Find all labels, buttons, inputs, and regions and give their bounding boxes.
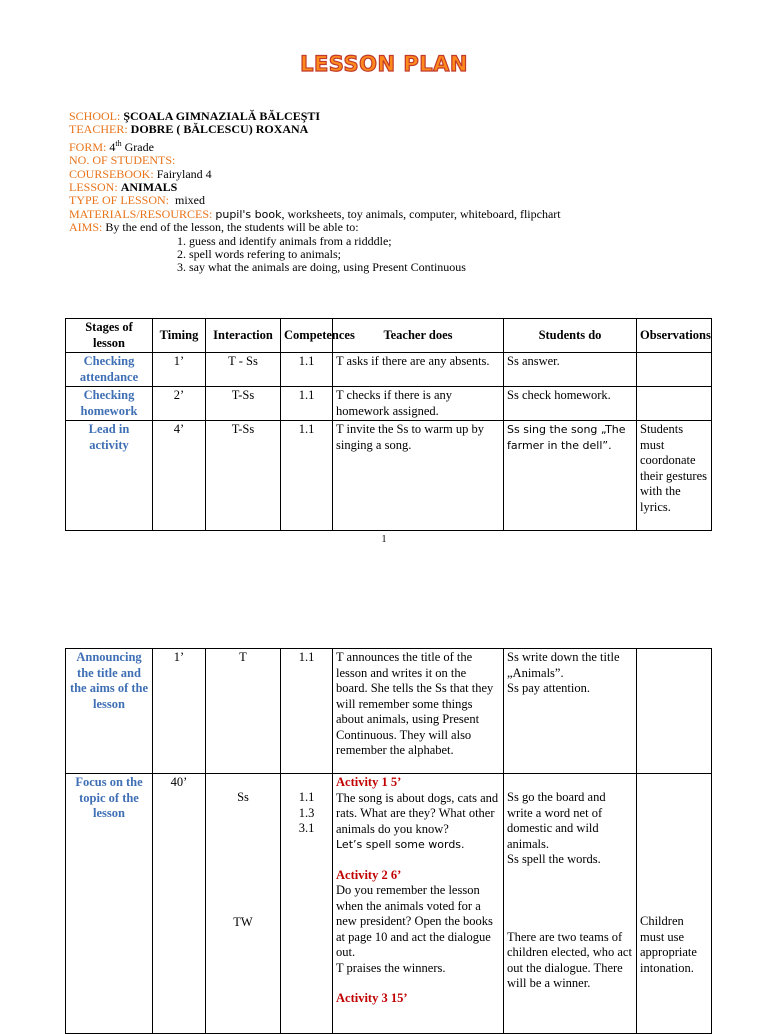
students-cell: Ss sing the song „The farmer in the dell”. <box>504 421 637 531</box>
coursebook-label: COURSEBOOK: <box>69 166 154 181</box>
form-suffix: th <box>115 138 122 148</box>
school-label: SCHOOL: <box>69 109 121 123</box>
coursebook-row <box>69 168 561 181</box>
header-students-do: Students do <box>504 319 637 353</box>
table-row <box>66 421 712 531</box>
activity-1-spell: Let’s spell some words. <box>336 838 465 851</box>
timing-cell: 2’ <box>153 387 206 421</box>
stage-cell: Announcing the title and the aims of the lesson <box>66 649 153 774</box>
lesson-table-2 <box>65 648 712 1034</box>
materials-row <box>69 208 561 221</box>
materials-book: pupil's book <box>215 207 282 221</box>
materials-rest: , worksheets, toy animals, computer, whiteboard, flipchart <box>281 206 561 221</box>
type-label: TYPE OF LESSON: <box>69 193 170 208</box>
table-row <box>66 774 712 1034</box>
stage-cell: Checking homework <box>66 387 153 421</box>
activity-3-title: Activity 3 15’ <box>336 991 408 1005</box>
competence-item: 3.1 <box>298 821 315 835</box>
timing-cell: 4’ <box>153 421 206 531</box>
interaction-cell <box>206 774 281 1034</box>
table-row <box>66 387 712 421</box>
activity-2-title: Activity 2 6’ <box>336 867 402 882</box>
table-row <box>66 353 712 387</box>
teacher-cell: T invite the Ss to warm up by singing a song. <box>333 421 504 531</box>
teacher-value: DOBRE ( BĂLCESCU) ROXANA <box>130 122 309 137</box>
observations-cell <box>637 387 712 421</box>
competences-cell: 1.1 <box>281 421 333 531</box>
header-interaction: Interaction <box>206 319 281 353</box>
header-observations: Observations <box>637 319 712 353</box>
teacher-cell: T announces the title of the lesson and writes it on the board. She tells the Ss that they will remember some things about animals, using Present Continuous. They will also remember the alphabet. <box>333 649 504 774</box>
activity-1-title: Activity 1 5’ <box>336 775 402 789</box>
students-row <box>69 154 561 167</box>
stage-cell: Lead in activity <box>66 421 153 531</box>
lesson-table-1 <box>65 318 712 531</box>
aim-item: 3. say what the animals are doing, using Present Continuous <box>177 260 466 275</box>
header-competences: Competences <box>281 319 333 353</box>
competence-item: 1.1 <box>298 790 315 804</box>
interaction-cell: T-Ss <box>206 387 281 421</box>
type-row <box>69 194 561 207</box>
activity-1-text: The song is about dogs, cats and rats. What are they? What other animals do you know? <box>336 790 499 836</box>
competences-cell: 1.1 <box>281 649 333 774</box>
header-stages: Stages of lesson <box>66 319 153 353</box>
observations-cell <box>637 353 712 387</box>
form-number: 4 <box>109 139 116 154</box>
school-value: ŞCOALA GIMNAZIALĂ BĂLCEŞTI <box>123 109 321 123</box>
header-timing: Timing <box>153 319 206 353</box>
teacher-cell: T checks if there is any homework assigned. <box>333 387 504 421</box>
page-number: 1 <box>381 534 387 545</box>
materials-label: MATERIALS/RESOURCES: <box>69 206 213 221</box>
activity-1-students: Ss go the board and write a word net of domestic and wild animals. <box>507 790 606 851</box>
activity-2-students: There are two teams of children elected, who act out the dialogue. There will be a winner. <box>507 929 632 990</box>
type-value: mixed <box>175 193 206 208</box>
teacher-cell <box>333 774 504 1034</box>
form-grade: Grade <box>121 139 154 154</box>
lesson-row <box>69 181 561 194</box>
aims-intro: By the end of the lesson, the students will be able to: <box>105 220 359 235</box>
competences-cell: 1.1 <box>281 387 333 421</box>
students-cell: Ss check homework. <box>504 387 637 421</box>
form-value <box>109 140 154 154</box>
coursebook-value: Fairyland 4 <box>156 166 212 181</box>
lesson-info <box>69 110 561 275</box>
students-cell <box>504 774 637 1034</box>
aims-list <box>69 235 561 275</box>
teacher-row <box>69 123 561 136</box>
observations-cell <box>637 649 712 774</box>
observations-cell <box>637 774 712 1034</box>
interaction-cell: T-Ss <box>206 421 281 531</box>
competences-cell <box>281 774 333 1034</box>
timing-cell: 40’ <box>153 774 206 1034</box>
students-label: NO. OF STUDENTS: <box>69 153 176 168</box>
teacher-cell: T asks if there are any absents. <box>333 353 504 387</box>
observations-cell: Students must coordonate their gestures with the lyrics. <box>637 421 712 531</box>
students-pay-attention: Ss pay attention. <box>507 681 590 695</box>
page-title: LESSON PLAN <box>300 52 468 76</box>
timing-cell: 1’ <box>153 353 206 387</box>
activity-2-observation: Children must use appropriate intonation. <box>640 914 697 975</box>
teacher-label: TEACHER: <box>69 122 128 137</box>
interaction-tw: TW <box>233 914 253 929</box>
school-row <box>69 110 561 123</box>
interaction-cell: T <box>206 649 281 774</box>
timing-cell: 1’ <box>153 649 206 774</box>
table-header-row <box>66 319 712 353</box>
table-row <box>66 649 712 774</box>
form-label: FORM: <box>69 139 107 154</box>
students-write-title: Ss write down the title „Animals”. <box>507 650 620 680</box>
lesson-label: LESSON: <box>69 180 118 195</box>
aims-label: AIMS: <box>69 220 103 235</box>
header-teacher-does: Teacher does <box>333 319 504 353</box>
competences-cell: 1.1 <box>281 353 333 387</box>
aim-item: 2. spell words refering to animals; <box>177 247 341 262</box>
students-cell: Ss answer. <box>504 353 637 387</box>
activity-2-praise: T praises the winners. <box>336 960 446 975</box>
aims-row <box>69 221 561 234</box>
activity-1-spell-students: Ss spell the words. <box>507 852 601 866</box>
competence-item: 1.3 <box>298 805 315 820</box>
stage-cell: Focus on the topic of the lesson <box>66 774 153 1034</box>
interaction-ss: Ss <box>237 790 249 804</box>
activity-2-text: Do you remember the lesson when the animals voted for a new president? Open the books at page 10 and act the dialogue out. <box>336 883 493 959</box>
form-row <box>69 137 561 154</box>
interaction-cell: T - Ss <box>206 353 281 387</box>
stage-cell: Checking attendance <box>66 353 153 387</box>
lesson-value: ANIMALS <box>120 180 178 195</box>
aim-item: 1. guess and identify animals from a ridddle; <box>177 233 392 248</box>
students-cell <box>504 649 637 774</box>
